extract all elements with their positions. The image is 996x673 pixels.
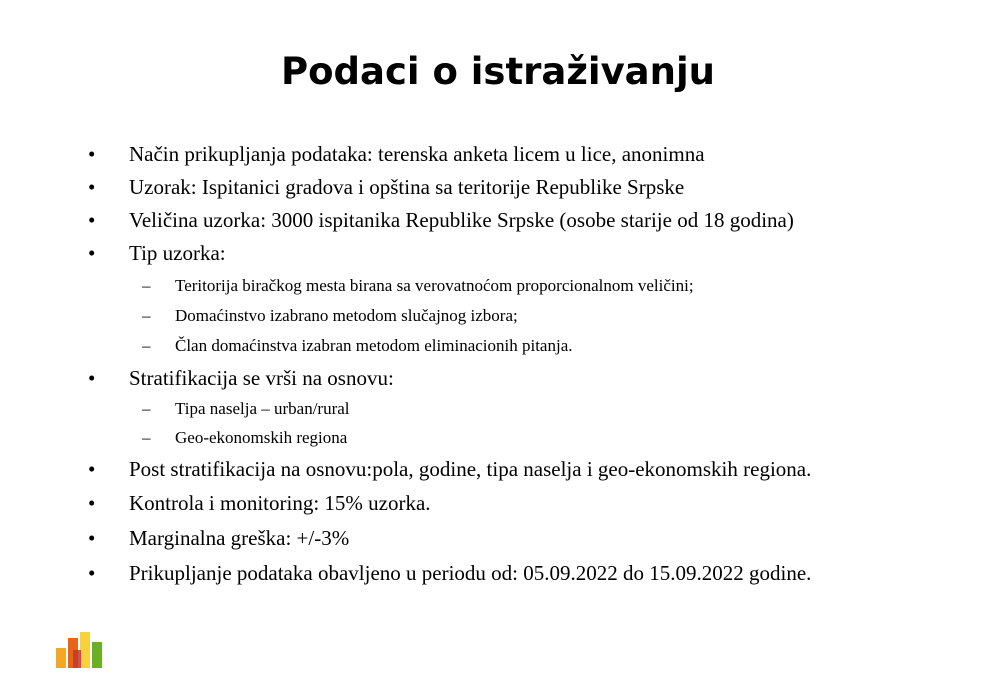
bullet-marker: • (88, 366, 96, 390)
logo-bar-5 (73, 650, 81, 668)
bullet-marker: • (88, 241, 96, 265)
dash-marker: – (142, 428, 151, 447)
sub-list-item-text: Teritorija biračkog mesta birana sa verovatnoćom proporcionalnom veličini; (175, 276, 694, 295)
logo-bar-3 (80, 632, 90, 668)
logo-graphic (52, 628, 122, 668)
bar-chart-logo-icon (52, 628, 122, 668)
list-item-text: Uzorak: Ispitanici gradova i opština sa teritorije Republike Srpske (129, 175, 685, 199)
dash-marker: – (142, 306, 151, 325)
list-item-text: Stratifikacija se vrši na osnovu: (129, 366, 394, 390)
sub-list-item-text: Geo-ekonomskih regiona (175, 428, 348, 447)
bullet-marker: • (88, 457, 96, 481)
list-item-text: Tip uzorka: (129, 241, 226, 265)
dash-marker: – (142, 399, 151, 418)
dash-marker: – (142, 276, 151, 295)
bullet-marker: • (88, 561, 96, 585)
list-item-text: Kontrola i monitoring: 15% uzorka. (129, 491, 431, 515)
logo-bar-4 (92, 642, 102, 668)
sub-list-item-text: Tipa naselja – urban/rural (175, 399, 350, 418)
sub-list-item-text: Domaćinstvo izabrano metodom slučajnog izbora; (175, 306, 518, 325)
bullet-marker: • (88, 526, 96, 550)
list-item-text: Post stratifikacija na osnovu:pola, godine, tipa naselja i geo-ekonomskih regiona. (129, 457, 812, 481)
list-item-text: Način prikupljanja podataka: terenska anketa licem u lice, anonimna (129, 142, 705, 166)
bullet-marker: • (88, 142, 96, 166)
slide-title: Podaci o istraživanju (280, 50, 716, 93)
list-item-text: Veličina uzorka: 3000 ispitanika Republike Srpske (osobe starije od 18 godina) (129, 208, 794, 232)
list-item-text: Prikupljanje podataka obavljeno u periodu od: 05.09.2022 do 15.09.2022 godine. (129, 561, 812, 585)
bullet-marker: • (88, 491, 96, 515)
list-item-text: Marginalna greška: +/-3% (129, 526, 350, 550)
logo-bar-1 (56, 648, 66, 668)
bullet-marker: • (88, 208, 96, 232)
dash-marker: – (142, 336, 151, 355)
bullet-marker: • (88, 175, 96, 199)
sub-list-item-text: Član domaćinstva izabran metodom eliminacionih pitanja. (175, 336, 573, 355)
